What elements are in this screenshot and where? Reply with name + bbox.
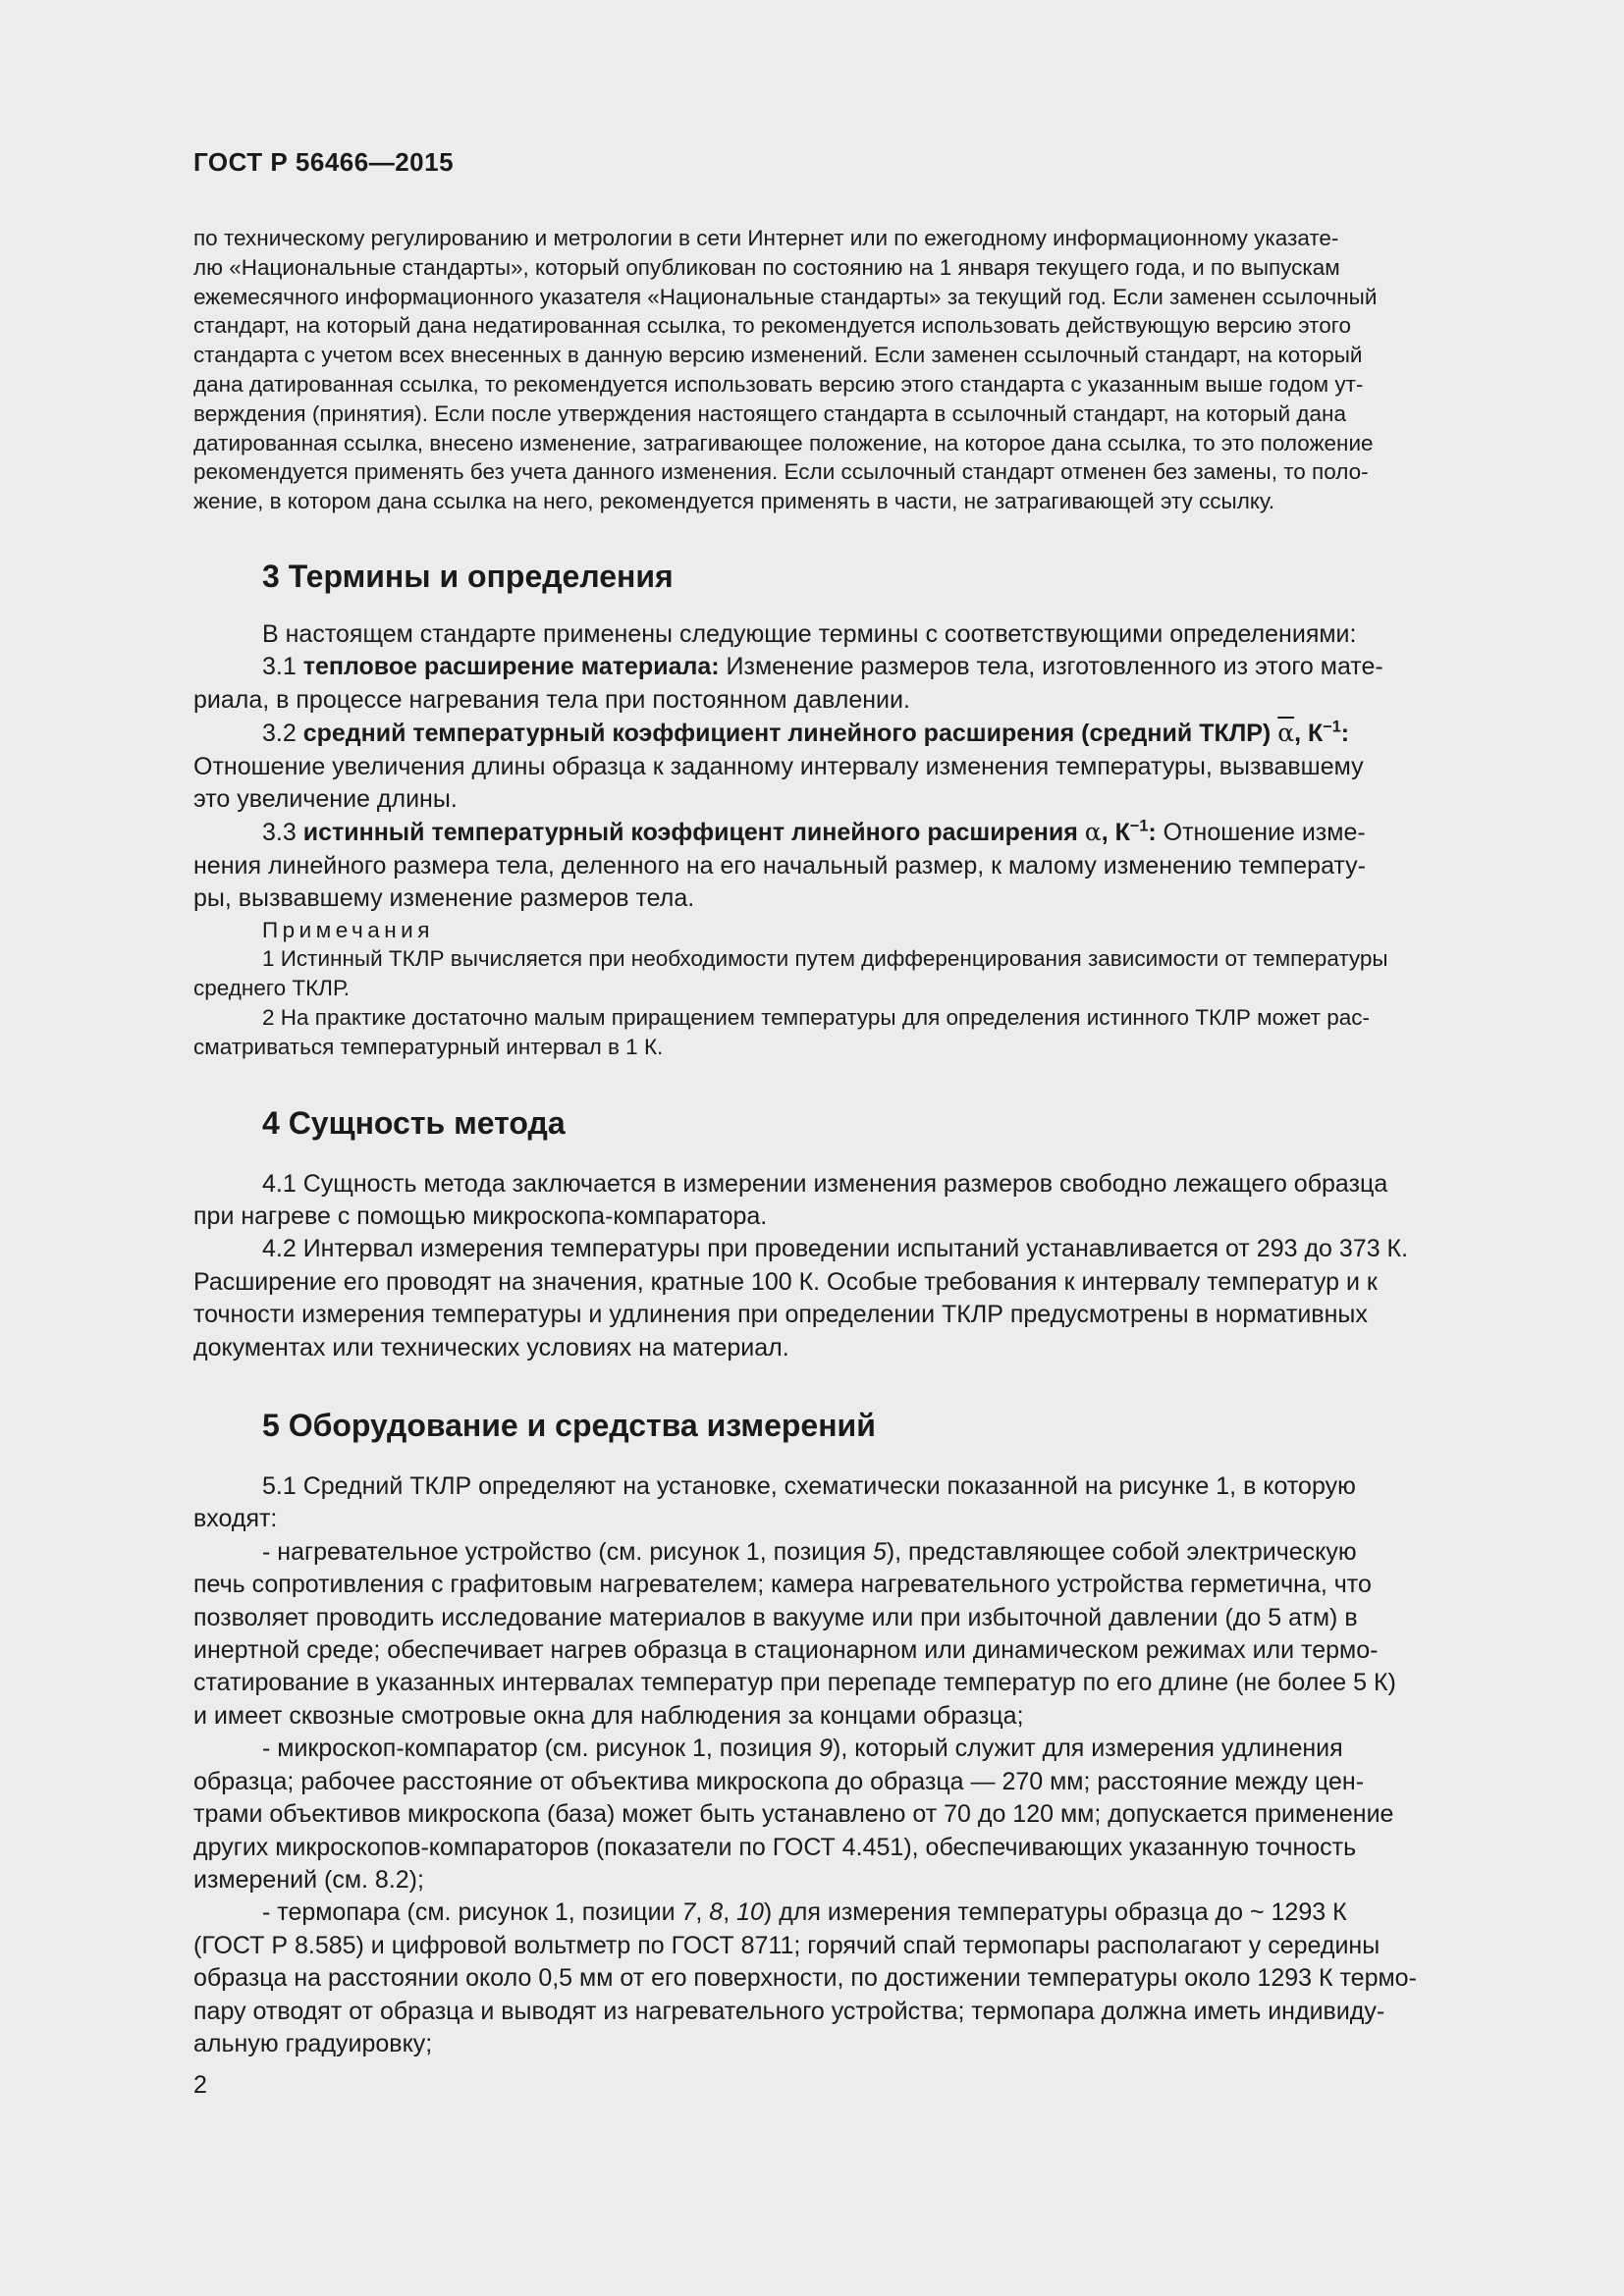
- list-item-text: ), представляющее собой электрическую: [886, 1537, 1357, 1566]
- definition-term: тепловое расширение материала:: [302, 653, 720, 681]
- separator: ,: [695, 1898, 710, 1927]
- definition-number: 3.1: [262, 653, 303, 681]
- list-item-line: печь сопротивления с графитовым нагревателем; камера нагревательного устройства герметична, что: [193, 1571, 1372, 1599]
- list-item-text: - микроскоп-компаратор (см. рисунок 1, позиция: [262, 1735, 820, 1763]
- section-3-heading: 3 Термины и определения: [262, 558, 674, 594]
- definition-text: Отношение изме-: [1156, 819, 1366, 847]
- intro-line: жение, в котором дана ссылка на него, рекомендуется применять в части, не затрагивающей эту ссылку.: [193, 489, 1275, 514]
- position-ref: 7: [681, 1898, 696, 1927]
- definition-3-3-line: ры, вызвавшему изменение размеров тела.: [193, 884, 695, 913]
- section-5-heading: 5 Оборудование и средства измерений: [262, 1408, 876, 1444]
- definition-3-2: [193, 717, 1507, 750]
- intro-line: датированная ссылка, внесено изменение, затрагивающее положение, на которое дана ссылка, то это положение: [193, 430, 1374, 455]
- page-number: 2: [193, 2071, 207, 2099]
- list-item-line: статирование в указанных интервалах температур при перепаде температур по его длине (не более 5 К): [193, 1669, 1396, 1697]
- list-item-line: измерений (см. 8.2);: [193, 1865, 424, 1894]
- position-ref: 9: [819, 1735, 834, 1763]
- list-item-line: пару отводят от образца и выводят из нагревательного устройства; термопара должна иметь индивиду-: [193, 1997, 1385, 2025]
- list-item-line: инертной среде; обеспечивает нагрев образца в стационарном или динамическом режимах или термо-: [193, 1636, 1379, 1665]
- para-4-1-line: при нагреве с помощью микроскопа-компаратора.: [193, 1202, 768, 1231]
- note-2-cont: сматриваться температурный интервал в 1 К.: [193, 1034, 664, 1059]
- notes-title: Примечания: [262, 917, 434, 942]
- definition-term: истинный температурный коэффицент линейного расширения: [302, 819, 1078, 847]
- section-4-heading: 4 Сущность метода: [262, 1104, 566, 1141]
- list-item-line: и имеет сквозные смотровые окна для наблюдения за концами образца;: [193, 1701, 1024, 1730]
- intro-line: стандарта с учетом всех внесенных в данную версию изменений. Если заменен ссылочный стандарт, на который: [193, 343, 1363, 368]
- section-4-body: [193, 1168, 1507, 1364]
- para-4-2-line: Расширение его проводят на значения, кратные 100 К. Особые требования к интервалу температур и к: [193, 1267, 1378, 1296]
- alpha-mean-symbol: $\overline{\alpha}$: [1277, 719, 1295, 748]
- intro-line: стандарт, на который дана недатированная ссылка, то рекомендуется использовать действующую версию этого: [193, 313, 1351, 339]
- unit-label: , К: [1101, 819, 1130, 847]
- intro-line: лю «Национальные стандарты», который опубликован по состоянию на 1 января текущего года, и по выпускам: [193, 254, 1340, 280]
- term-colon: :: [1340, 720, 1350, 748]
- unit-exponent: −1: [1323, 718, 1341, 736]
- definition-3-3: [193, 816, 1507, 849]
- list-item-line: позволяет проводить исследование материалов в вакууме или при избыточной давлении (до 5 атм) в: [193, 1603, 1358, 1631]
- list-item-thermocouple: [193, 1896, 1507, 1929]
- list-item-heater: [193, 1536, 1507, 1569]
- list-item-text: ), который служит для измерения удлинения: [833, 1735, 1343, 1763]
- intro-line: дана датированная ссылка, то рекомендуется использовать версию этого стандарта с указанным выше годом ут-: [193, 371, 1364, 397]
- list-item-microscope: [193, 1733, 1507, 1765]
- document-content: [193, 224, 1507, 2060]
- definition-text: Изменение размеров тела, изготовленного из этого мате-: [719, 653, 1383, 681]
- section-5-body: [193, 1470, 1507, 2060]
- list-item-text: ) для измерения температуры образца до ~ 1293 К: [763, 1898, 1347, 1927]
- alpha-symbol: α: [1084, 818, 1102, 847]
- term-colon: :: [1148, 819, 1157, 847]
- unit-exponent: −1: [1129, 818, 1149, 836]
- para-4-2: 4.2 Интервал измерения температуры при проведении испытаний устанавливается от 293 до 373 К.: [262, 1235, 1409, 1263]
- definition-number: 3.2: [262, 720, 303, 748]
- list-item-line: других микроскопов-компараторов (показатели по ГОСТ 4.451), обеспечивающих указанную точность: [193, 1833, 1357, 1861]
- para-4-2-line: документах или технических условиях на материал.: [193, 1333, 789, 1362]
- para-4-2-line: точности измерения температуры и удлинения при определении ТКЛР предусмотрены в нормативных: [193, 1301, 1368, 1329]
- position-ref: 5: [872, 1537, 887, 1566]
- definition-number: 3.3: [262, 819, 303, 847]
- definition-3-2-line: это увеличение длины.: [193, 785, 458, 813]
- definition-3-1-cont: риала, в процессе нагревания тела при постоянном давлении.: [193, 685, 910, 714]
- list-item-line: образца на расстоянии около 0,5 мм от его поверхности, по достижении температуры около 1293 К термо-: [193, 1964, 1417, 1993]
- document-header: ГОСТ Р 56466—2015: [193, 147, 455, 177]
- para-5-1: 5.1 Средний ТКЛР определяют на установке, схематически показанной на рисунке 1, в которую: [262, 1472, 1356, 1501]
- intro-line: верждения (принятия). Если после утверждения настоящего стандарта в ссылочный стандарт, на который дана: [193, 400, 1346, 426]
- section-3-body: [193, 618, 1507, 916]
- para-4-1: 4.1 Сущность метода заключается в измерении изменения размеров свободно лежащего образца: [262, 1169, 1388, 1198]
- note-1-cont: среднего ТКЛР.: [193, 976, 350, 1001]
- intro-line: ежемесячного информационного указателя «Национальные стандарты» за текущий год. Если заменен ссылочный: [193, 284, 1378, 309]
- list-item-text: - нагревательное устройство (см. рисунок 1, позиция: [262, 1537, 873, 1566]
- list-item-line: образца; рабочее расстояние от объектива микроскопа до образца — 270 мм; расстояние между цен-: [193, 1767, 1365, 1795]
- note-1: 1 Истинный ТКЛР вычисляется при необходимости путем дифференцирования зависимости от температуры: [262, 946, 1388, 972]
- position-ref: 10: [736, 1898, 764, 1927]
- definition-3-1: [193, 651, 1507, 683]
- separator: ,: [723, 1898, 737, 1927]
- note-2: 2 На практике достаточно малым приращением температуры для определения истинного ТКЛР может рас-: [262, 1005, 1370, 1031]
- list-item-line: (ГОСТ Р 8.585) и цифровой вольтметр по ГОСТ 8711; горячий спай термопары располагают у середины: [193, 1931, 1380, 1959]
- definition-3-3-line: нения линейного размера тела, деленного на его начальный размер, к малому изменению температу-: [193, 851, 1366, 880]
- unit-label: , К: [1294, 720, 1324, 748]
- list-item-line: трами объективов микроскопа (база) может быть устанавлено от 70 до 120 мм; допускается применение: [193, 1800, 1394, 1829]
- intro-line: рекомендуется применять без учета данного изменения. Если ссылочный стандарт отменен без замены, то поло-: [193, 459, 1369, 485]
- section-3-intro: В настоящем стандарте применены следующие термины с соответствующими определениями:: [262, 619, 1357, 648]
- definition-term: средний температурный коэффициент линейного расширения (средний ТКЛР): [302, 720, 1272, 748]
- list-item-line: альную градуировку;: [193, 2029, 433, 2057]
- para-5-1-line: входят:: [193, 1505, 278, 1533]
- notes-block: [193, 916, 1507, 1062]
- definition-3-2-line: Отношение увеличения длины образца к заданному интервалу изменения температуры, вызвавшему: [193, 752, 1364, 780]
- intro-paragraph: [193, 224, 1507, 516]
- list-item-text: - термопара (см. рисунок 1, позиции: [262, 1898, 682, 1927]
- intro-line: по техническому регулированию и метрологии в сети Интернет или по ежегодному информационному указате-: [193, 226, 1339, 250]
- position-ref: 8: [709, 1898, 724, 1927]
